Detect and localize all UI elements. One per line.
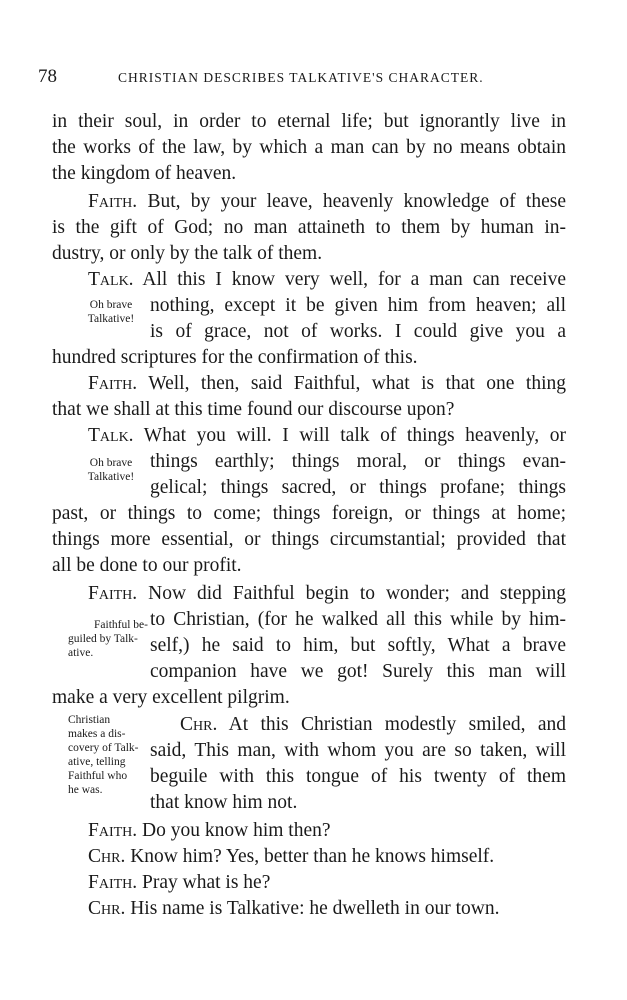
margin-note: Oh brave Talkative!: [87, 457, 135, 483]
text-line: Chr. His name is Talkative: he dwelleth in our town.: [88, 898, 500, 919]
text-line: that know him not.: [150, 792, 298, 813]
text-line: in their soul, in order to eternal life; but ignorantly live in: [52, 111, 566, 132]
text-line: beguile with this tongue of his twenty of them: [150, 766, 566, 787]
margin-note: Christian makes a dis- covery of Talk- ative, telling Faithful who he was.: [68, 714, 139, 796]
text-line: all be done to our profit.: [52, 555, 242, 576]
text-line: Faith. Do you know him then?: [88, 820, 331, 841]
text-line: Talk. What you will. I will talk of things heavenly, or: [88, 425, 566, 446]
speaker: Talk.: [88, 425, 134, 446]
text-line: Faith. Pray what is he?: [88, 872, 271, 893]
text-line: nothing, except it be given him from heaven; all: [150, 295, 566, 316]
text-line: self,) he said to him, but softly, What a brave: [150, 635, 566, 656]
speaker: Faith.: [88, 191, 138, 212]
running-title: CHRISTIAN DESCRIBES TALKATIVE'S CHARACTER.: [118, 70, 484, 85]
speaker: Faith.: [88, 583, 138, 604]
text-line: things more essential, or things circumstantial; provided that: [52, 529, 566, 550]
text-line: make a very excellent pilgrim.: [52, 687, 290, 708]
text-line: is the gift of God; no man attaineth to them by human in-: [52, 217, 566, 238]
text-line: companion have we got! Surely this man will: [150, 661, 566, 682]
text-line: Faith. Now did Faithful begin to wonder; and stepping: [88, 583, 567, 604]
text-line: dustry, or only by the talk of them.: [52, 243, 323, 264]
speaker: Chr.: [180, 714, 218, 735]
text-line: things earthly; things moral, or things evan-: [150, 451, 566, 472]
text-line: Talk. All this I know very well, for a man can receive: [88, 269, 566, 290]
speaker: Faith.: [88, 820, 138, 841]
text-line: Chr. At this Christian modestly smiled, and: [180, 714, 566, 735]
text-line: the works of the law, by which a man can by no means obtain: [52, 137, 566, 158]
page-header: [38, 66, 568, 90]
text-line: gelical; things sacred, or things profane; things: [150, 477, 566, 498]
text-line: is of grace, not of works. I could give you a: [150, 321, 566, 342]
speaker: Faith.: [88, 872, 138, 893]
text-line: said, This man, with whom you are so taken, will: [150, 740, 566, 761]
page-number: 78: [38, 66, 57, 87]
margin-note: Oh brave Talkative!: [87, 299, 135, 325]
margin-note: Faithful be- guiled by Talk- ative.: [68, 619, 148, 659]
text-line: Faith. Well, then, said Faithful, what is that one thing: [88, 373, 566, 394]
speaker: Chr.: [88, 898, 126, 919]
text-line: Chr. Know him? Yes, better than he knows himself.: [88, 846, 495, 867]
text-line: hundred scriptures for the confirmation of this.: [52, 347, 418, 368]
speaker: Talk.: [88, 269, 134, 290]
text-line: Faith. But, by your leave, heavenly knowledge of these: [88, 191, 567, 212]
text-line: past, or things to come; things foreign, or things at home;: [52, 503, 566, 524]
speaker: Chr.: [88, 846, 126, 867]
speaker: Faith.: [88, 373, 138, 394]
text-line: the kingdom of heaven.: [52, 163, 237, 184]
text-line: that we shall at this time found our discourse upon?: [52, 399, 455, 420]
text-line: to Christian, (for he walked all this while by him-: [150, 609, 566, 630]
